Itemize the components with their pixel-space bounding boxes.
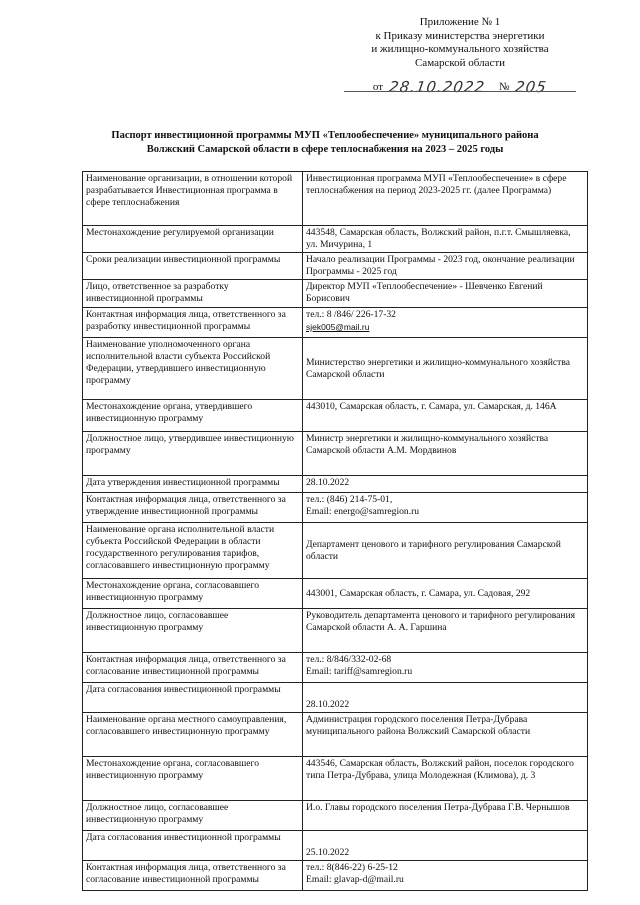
order-date-number (330, 72, 590, 94)
row-label: Лицо, ответственное за разработку инвестиционной программы (83, 280, 303, 308)
row-value-email[interactable]: Email: energo@samregion.ru (306, 506, 420, 517)
row-value: 443546, Самарская область, Волжский район, поселок городского типа Петра-Дубрава, улица Молодежная (Климова), д. 3 (303, 757, 588, 801)
table-row (83, 493, 588, 523)
table-row (83, 476, 588, 493)
row-value (303, 308, 588, 338)
number-prefix: № (498, 80, 510, 93)
row-label: Наименование уполномоченного органа исполнительной власти субъекта Российской Федерации, утвердившего инвестиционную программу (83, 338, 303, 400)
table-row (83, 713, 588, 757)
row-value: Администрация городского поселения Петра-Дубрава муниципального района Волжский Самарской области (303, 713, 588, 757)
row-value: Начало реализации Программы - 2023 год, окончание реализации Программы - 2025 год (303, 253, 588, 280)
title-line-1: Паспорт инвестиционной программы МУП «Теплообеспечение» муниципального района (111, 130, 539, 141)
title-line-2: Волжский Самарской области в сфере теплоснабжения на 2023 – 2025 годы (146, 144, 504, 155)
handwritten-date: 28.10.2022 (387, 77, 487, 96)
table-row (83, 801, 588, 831)
row-value: Инвестиционная программа МУП «Теплообеспечение» в сфере теплоснабжения на период 2023-2025 гг. (далее Программа) (303, 172, 588, 226)
row-label: Наименование органа исполнительной власти субъекта Российской Федерации в области государственного регулирования тарифов, согласовавшего инвестиционную программу (83, 523, 303, 579)
table-row (83, 683, 588, 713)
row-value-email[interactable]: sjek005@mail.ru (306, 322, 370, 332)
date-underline (344, 91, 576, 92)
row-label: Местонахождение органа, согласовавшего инвестиционную программу (83, 579, 303, 609)
row-label: Должностное лицо, согласовавшее инвестиционную программу (83, 609, 303, 653)
table-row (83, 861, 588, 891)
row-value: Руководитель департамента ценового и тарифного регулирования Самарской области А. А. Гаршина (303, 609, 588, 653)
table-row (83, 609, 588, 653)
row-label: Контактная информация лица, ответственного за разработку инвестиционной программы (83, 308, 303, 338)
table-row (83, 432, 588, 476)
table-row (83, 172, 588, 226)
table-row (83, 653, 588, 683)
row-label: Должностное лицо, утвердившее инвестиционную программу (83, 432, 303, 476)
appendix-title: Приложение № 1 (419, 16, 501, 28)
table-row (83, 579, 588, 609)
row-value-phone: тел.: (846) 214-75-01, (306, 494, 393, 505)
row-label: Контактная информация лица, ответственного за согласование инвестиционной программы (83, 861, 303, 891)
row-label: Наименование организации, в отношении которой разрабатывается Инвестиционная программа в сфере теплоснабжения (83, 172, 303, 226)
table-row (83, 757, 588, 801)
row-value (303, 493, 588, 523)
row-label: Должностное лицо, согласовавшее инвестиционную программу (83, 801, 303, 831)
appendix-order-ref: к Приказу министерства энергетики (375, 29, 545, 42)
row-value-phone: тел.: 8/846/332-02-68 (306, 654, 392, 665)
table-row (83, 400, 588, 432)
row-value: Министр энергетики и жилищно-коммунального хозяйства Самарской области А.М. Мордвинов (303, 432, 588, 476)
row-value: 28.10.2022 (303, 683, 588, 713)
date-prefix: от (372, 80, 384, 93)
row-value (303, 653, 588, 683)
row-value: Директор МУП «Теплообеспечение» - Шевченко Евгений Борисович (303, 280, 588, 308)
row-value: Департамент ценового и тарифного регулирования Самарской области (303, 523, 588, 579)
row-value-email[interactable]: Email: tariff@samregion.ru (306, 666, 413, 677)
row-label: Местонахождение органа, утвердившего инвестиционную программу (83, 400, 303, 432)
row-value: 28.10.2022 (303, 476, 588, 493)
table-row (83, 831, 588, 861)
row-label: Местонахождение регулируемой организации (83, 226, 303, 253)
row-label: Наименование органа местного самоуправления, согласовавшего инвестиционную программу (83, 713, 303, 757)
table-row (83, 338, 588, 400)
row-value: 443010, Самарская область, г. Самара, ул. Самарская, д. 146А (303, 400, 588, 432)
row-value-phone: тел.: 8 /846/ 226-17-32 (306, 309, 396, 320)
row-label: Дата согласования инвестиционной программы (83, 683, 303, 713)
appendix-region: Самарской области (414, 56, 506, 69)
row-value: 25.10.2022 (303, 831, 588, 861)
appendix-ministry: и жилищно-коммунального хозяйства (371, 43, 549, 55)
row-label: Сроки реализации инвестиционной программы (83, 253, 303, 280)
row-value-phone: тел.: 8(846-22) 6-25-12 (306, 862, 398, 873)
row-label: Дата утверждения инвестиционной программы (83, 476, 303, 493)
row-label: Местонахождение органа, согласовавшего инвестиционную программу (83, 757, 303, 801)
passport-table (82, 171, 588, 891)
row-value: 443548, Самарская область, Волжский район, п.г.т. Смышляевка, ул. Мичурина, 1 (303, 226, 588, 253)
table-row (83, 226, 588, 253)
row-value (303, 861, 588, 891)
table-row (83, 253, 588, 280)
appendix-header (330, 16, 590, 94)
row-value: И.о. Главы городского поселения Петра-Дубрава Г.В. Чернышов (303, 801, 588, 831)
table-row (83, 280, 588, 308)
row-label: Дата согласования инвестиционной программы (83, 831, 303, 861)
row-value-email[interactable]: Email: glavap-d@mail.ru (306, 874, 404, 885)
table-row (83, 523, 588, 579)
document-title (60, 129, 590, 157)
row-label: Контактная информация лица, ответственного за утверждение инвестиционной программы (83, 493, 303, 523)
table-row (83, 308, 588, 338)
row-value: 443001, Самарская область, г. Самара, ул. Садовая, 292 (303, 579, 588, 609)
row-label: Контактная информация лица, ответственного за согласование инвестиционной программы (83, 653, 303, 683)
row-value: Министерство энергетики и жилищно-коммунального хозяйства Самарской области (303, 338, 588, 400)
handwritten-number: 205 (514, 77, 549, 96)
